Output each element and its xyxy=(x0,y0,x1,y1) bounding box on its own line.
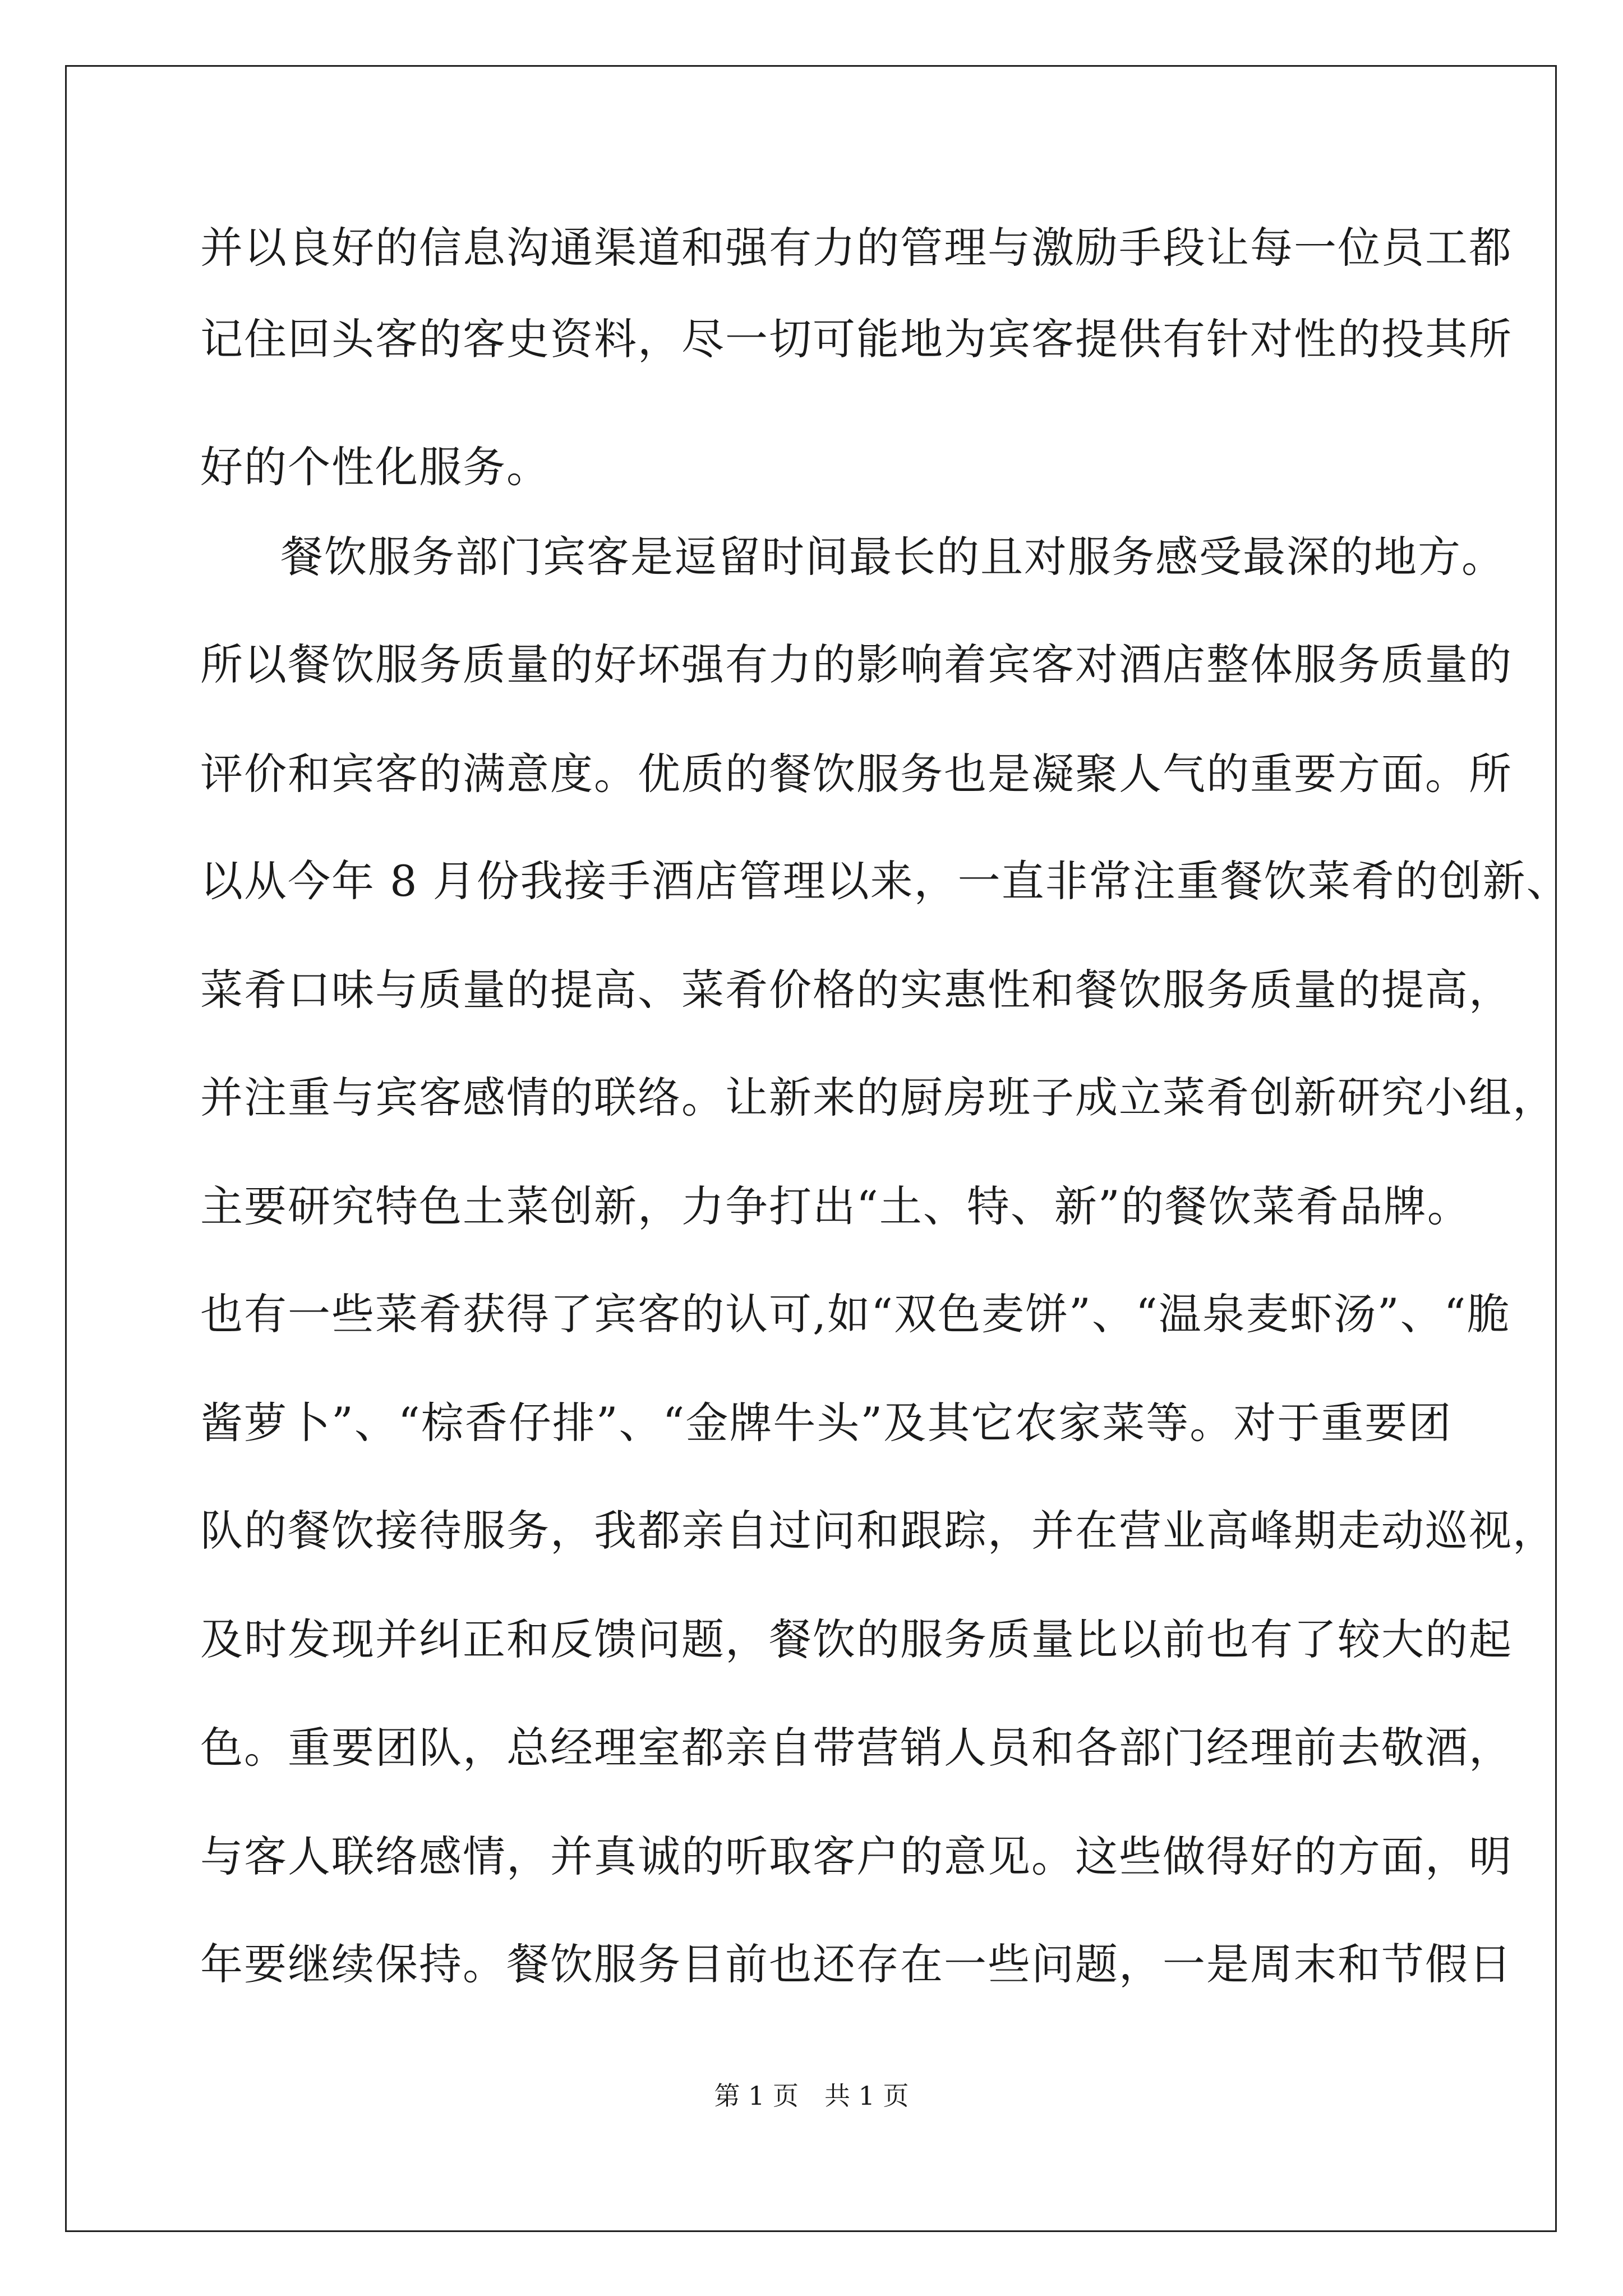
text-line-5: 所以餐饮服务质量的好坏强有力的影响着宾客对酒店整体服务质量的 xyxy=(200,639,1513,689)
text-line-14: 及时发现并纠正和反馈问题，餐饮的服务质量比以前也有了较大的起 xyxy=(200,1614,1513,1664)
text-line-7: 以从今年 8 月份我接手酒店管理以来，一直非常注重餐饮菜肴的创新、 xyxy=(200,856,1570,906)
text-line-4: 餐饮服务部门宾客是逗留时间最长的且对服务感受最深的地方。 xyxy=(280,532,1505,582)
text-line-6: 评价和宾客的满意度。优质的餐饮服务也是凝聚人气的重要方面。所 xyxy=(200,749,1513,799)
text-line-2: 记住回头客的客史资料，尽一切可能地为宾客提供有针对性的投其所 xyxy=(200,314,1513,364)
text-line-1: 并以良好的信息沟通渠道和强有力的管理与激励手段让每一位员工都 xyxy=(200,223,1513,273)
text-line-16: 与客人联络感情，并真诚的听取客户的意见。这些做得好的方面，明 xyxy=(200,1832,1513,1881)
text-line-8: 菜肴口味与质量的提高、菜肴价格的实惠性和餐饮服务质量的提高， xyxy=(200,965,1513,1015)
text-line-9: 并注重与宾客感情的联络。让新来的厨房班子成立菜肴创新研究小组， xyxy=(200,1073,1556,1122)
text-line-15: 色。重要团队，总经理室都亲自带营销人员和各部门经理前去敬酒， xyxy=(200,1723,1513,1773)
text-line-17: 年要继续保持。餐饮服务目前也还存在一些问题，一是周末和节假日 xyxy=(200,1939,1513,1989)
text-line-12: 酱萝卜”、“棕香仔排”、“金牌牛头”及其它农家菜等。对于重要团 xyxy=(200,1398,1453,1448)
text-line-3: 好的个性化服务。 xyxy=(200,442,550,492)
page-border xyxy=(65,65,1557,2232)
text-line-11: 也有一些菜肴获得了宾客的认可,如“双色麦饼”、“温泉麦虾汤”、“脆 xyxy=(200,1289,1511,1339)
text-line-10: 主要研究特色土菜创新，力争打出“土、特、新”的餐饮菜肴品牌。 xyxy=(200,1181,1471,1231)
page-footer: 第 1 页 共 1 页 xyxy=(714,2081,909,2111)
text-line-13: 队的餐饮接待服务，我都亲自过问和跟踪，并在营业高峰期走动巡视， xyxy=(200,1506,1556,1556)
